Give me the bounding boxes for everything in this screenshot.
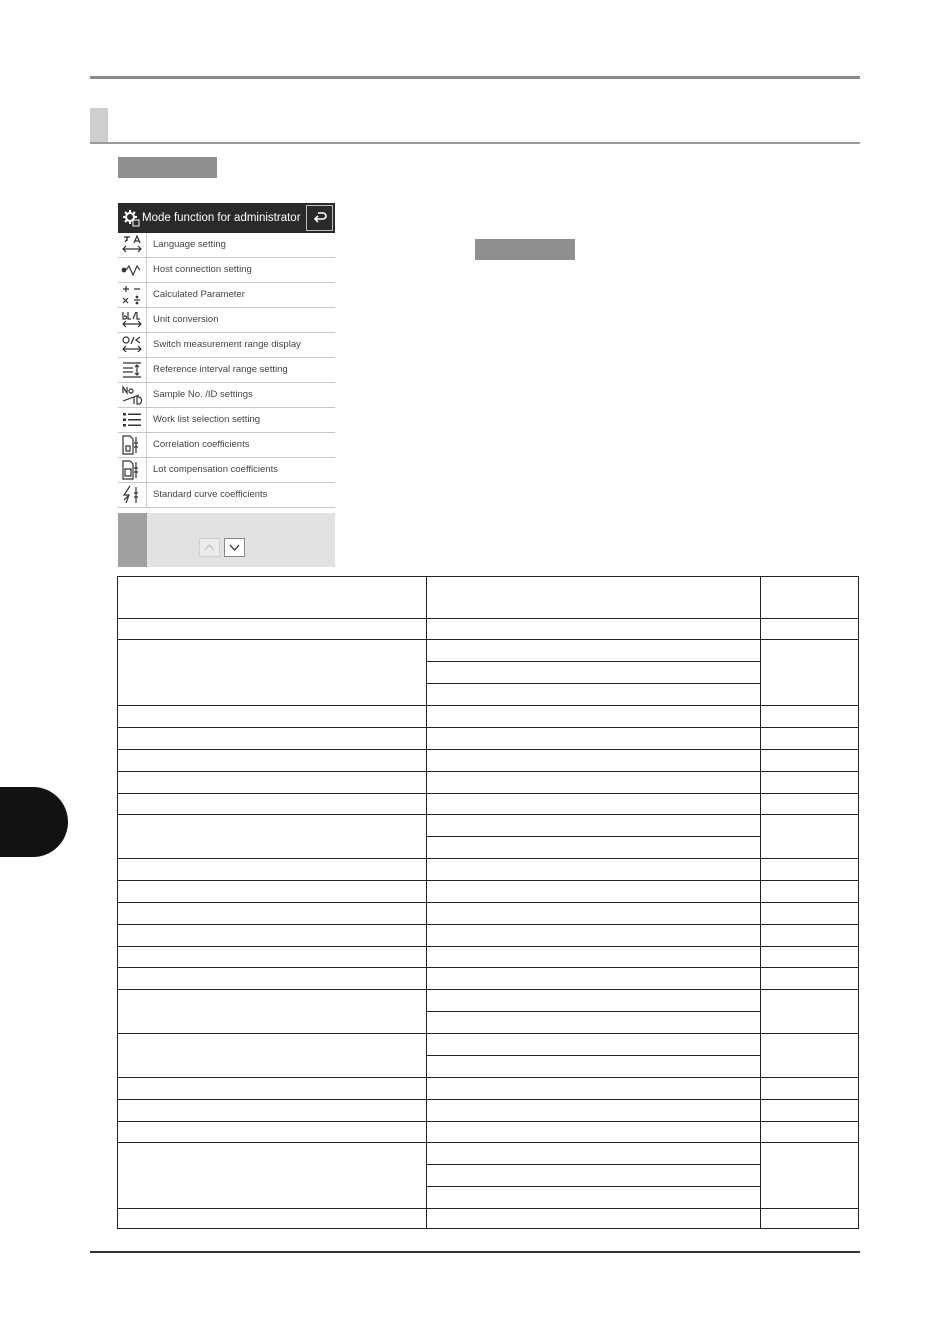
- menu-item-host-connection-setting[interactable]: [118, 258, 335, 283]
- menu-item-label: Reference interval range setting: [153, 364, 288, 375]
- screen-footer: [118, 513, 335, 567]
- menu-item-switch-measurement-range-display[interactable]: [118, 333, 335, 358]
- range-switch-icon: [118, 333, 147, 357]
- chevron-down-icon: [229, 543, 240, 552]
- admin-mode-screen: [118, 203, 335, 567]
- section-marker: [90, 108, 108, 144]
- bottom-rule: [90, 1251, 860, 1253]
- footer-side-strip: [118, 513, 147, 567]
- correlation-icon: [118, 433, 147, 457]
- calculator-icon: [118, 283, 147, 307]
- standard-curve-icon: [118, 483, 147, 507]
- sample-id-icon: [118, 383, 147, 407]
- menu-item-label: Switch measurement range display: [153, 339, 301, 350]
- unit-conversion-icon: [118, 308, 147, 332]
- menu-item-reference-interval-range-setting[interactable]: [118, 358, 335, 383]
- scroll-up-button[interactable]: [199, 538, 220, 557]
- back-button[interactable]: [306, 205, 333, 231]
- menu-item-correlation-coefficients[interactable]: [118, 433, 335, 458]
- menu-item-label: Correlation coefficients: [153, 439, 250, 450]
- menu-item-label: Unit conversion: [153, 314, 219, 325]
- label-tag: [475, 239, 575, 260]
- gear-icon: [122, 209, 140, 227]
- menu-item-label: Work list selection setting: [153, 414, 261, 425]
- settings-table: [117, 576, 859, 1230]
- scroll-down-button[interactable]: [224, 538, 245, 557]
- screen-header: [118, 203, 335, 233]
- menu-item-label: Sample No. /ID settings: [153, 389, 253, 400]
- chevron-up-icon: [204, 543, 215, 552]
- reference-interval-icon: [118, 358, 147, 382]
- chapter-side-tab: [0, 787, 68, 857]
- screen-title: Mode function for administrator: [142, 212, 301, 224]
- menu-item-label: Standard curve coefficients: [153, 489, 268, 500]
- lot-compensation-icon: [118, 458, 147, 482]
- menu-item-label: Host connection setting: [153, 264, 252, 275]
- menu-item-calculated-parameter[interactable]: [118, 283, 335, 308]
- menu-item-label: Lot compensation coefficients: [153, 464, 278, 475]
- menu-item-standard-curve-coefficients[interactable]: [118, 483, 335, 508]
- list-icon: [118, 408, 147, 432]
- menu-item-label: Language setting: [153, 239, 226, 250]
- language-icon: [118, 233, 147, 257]
- label-tag: [118, 157, 217, 178]
- menu-item-lot-compensation-coefficients[interactable]: [118, 458, 335, 483]
- menu-item-label: Calculated Parameter: [153, 289, 245, 300]
- top-rule: [90, 76, 860, 79]
- menu-item-unit-conversion[interactable]: [118, 308, 335, 333]
- menu-item-sample-no-id-settings[interactable]: [118, 383, 335, 408]
- host-connection-icon: [118, 258, 147, 282]
- menu-item-language-setting[interactable]: [118, 233, 335, 258]
- return-arrow-icon: [312, 210, 328, 226]
- section-rule: [90, 142, 860, 144]
- menu-item-work-list-selection-setting[interactable]: [118, 408, 335, 433]
